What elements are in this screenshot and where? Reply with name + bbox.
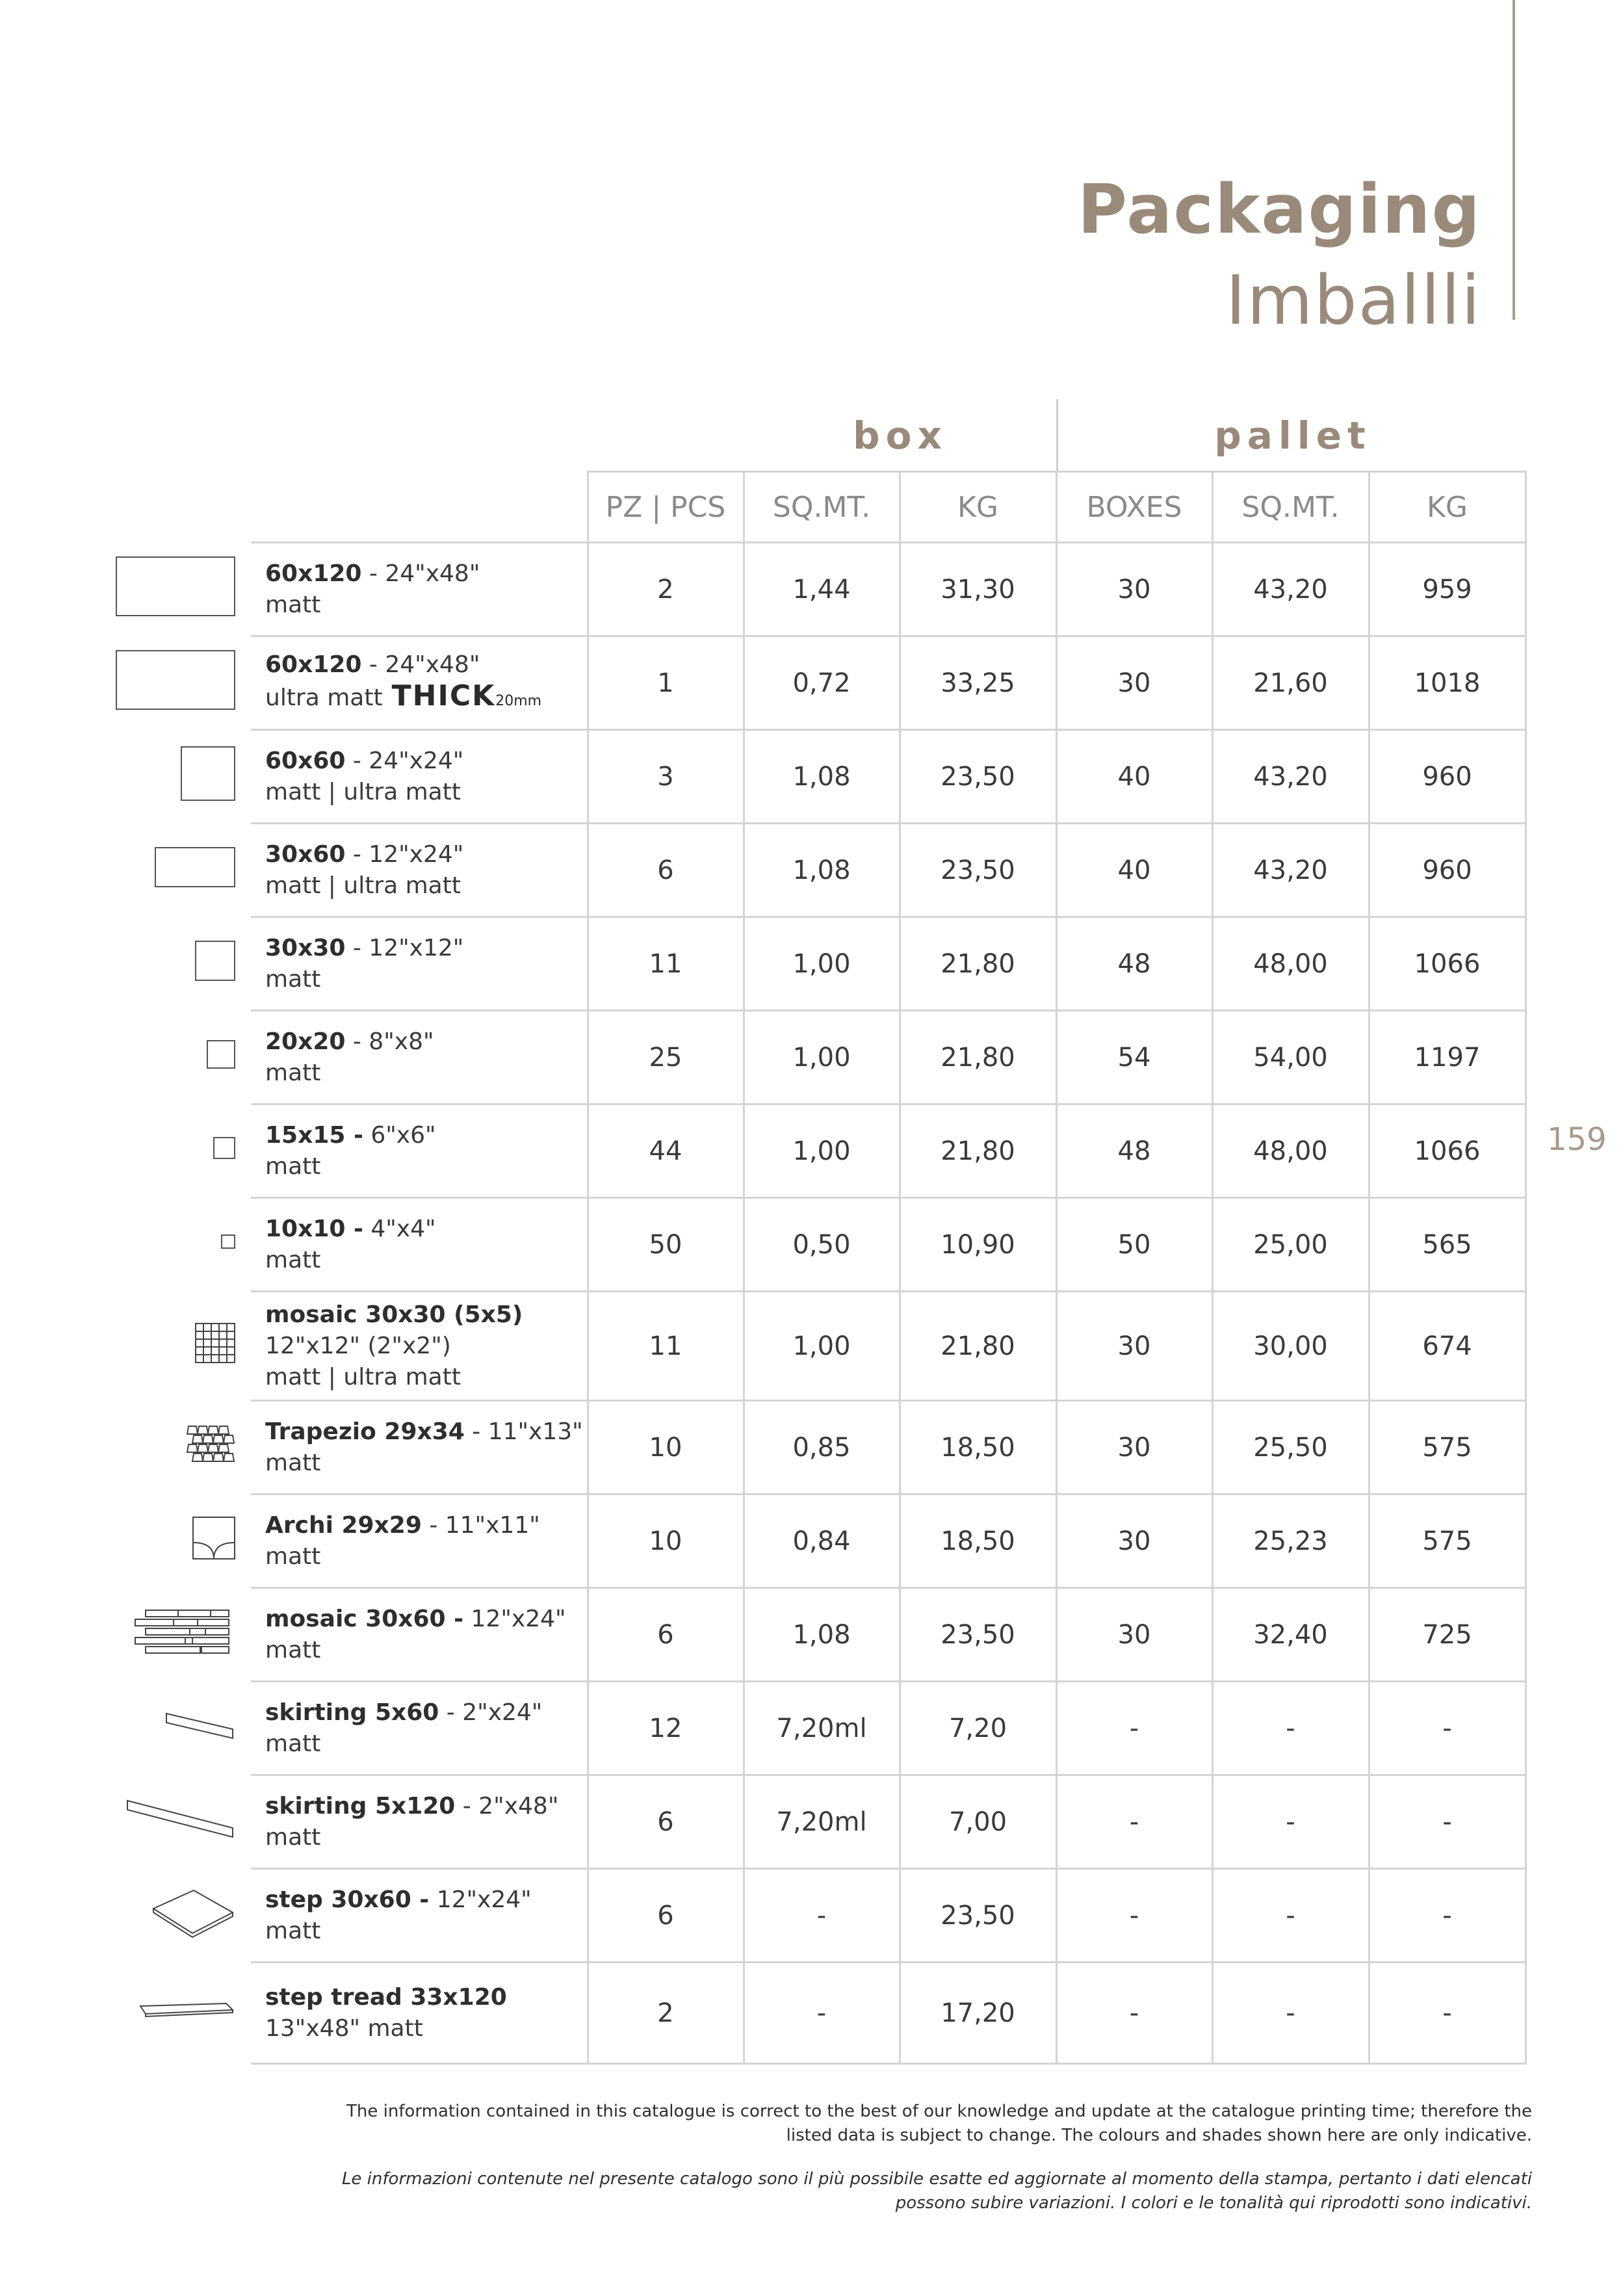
cell-pallet-kg: 959: [1369, 543, 1526, 636]
table-row: [251, 1292, 1526, 1401]
table-row: [251, 543, 1526, 636]
rect-large-icon: [116, 650, 235, 710]
product-finish: matt: [265, 965, 321, 993]
cell-box-sqmt: -: [744, 1963, 900, 2064]
disclaimer-it: Le informazioni contenute nel presente catalogo sono il più possibile esatte ed aggiornate al momento della stampa, pertanto i dati elencati possono subire variazioni. I colori e le tonalità qui riprodotti sono indicativi.: [341, 2169, 1532, 2213]
product-name: [251, 543, 588, 636]
product-name: [251, 917, 588, 1011]
cell-boxes: -: [1056, 1963, 1212, 2064]
product-finish: matt: [265, 591, 321, 618]
cell-boxes: -: [1056, 1775, 1212, 1869]
cell-pallet-sqmt: 43,20: [1212, 543, 1369, 636]
table-row: [251, 1682, 1526, 1775]
cell-pcs: 11: [588, 1292, 744, 1401]
mosaic-grid-icon: [195, 1323, 235, 1363]
product-name: [251, 1494, 588, 1588]
cell-pallet-sqmt: 54,00: [1212, 1011, 1369, 1104]
product-name: [251, 1588, 588, 1682]
archi-icon: [192, 1517, 235, 1559]
cell-pcs: 25: [588, 1011, 744, 1104]
product-size-inch: - 24"x48": [361, 560, 480, 587]
cell-pcs: 11: [588, 917, 744, 1011]
cell-box-sqmt: 7,20ml: [744, 1775, 900, 1869]
cell-pallet-sqmt: 43,20: [1212, 824, 1369, 917]
group-box: box: [853, 413, 948, 458]
product-size: 30x60: [265, 841, 346, 868]
cell-box-kg: 23,50: [900, 824, 1056, 917]
cell-box-kg: 21,80: [900, 917, 1056, 1011]
cell-pallet-sqmt: -: [1212, 1963, 1369, 2064]
cell-pallet-kg: 725: [1369, 1588, 1526, 1682]
product-finish: matt: [265, 1730, 321, 1757]
product-name: [251, 1401, 588, 1494]
header-rule: [1513, 0, 1515, 320]
packaging-table: [251, 471, 1527, 2065]
col-header-box-sqmt: SQ.MT.: [744, 472, 900, 543]
product-size-inch: 6"x6": [363, 1121, 436, 1149]
product-size: 60x60: [265, 747, 346, 774]
cell-box-sqmt: 1,00: [744, 1292, 900, 1401]
product-size: Archi 29x29: [265, 1511, 422, 1539]
cell-pcs: 12: [588, 1682, 744, 1775]
cell-pallet-kg: -: [1369, 1775, 1526, 1869]
product-finish: matt: [265, 1823, 321, 1851]
table-row: [251, 917, 1526, 1011]
square-xsmall-icon: [213, 1137, 235, 1159]
product-finish-2: matt | ultra matt: [265, 1363, 461, 1390]
product-size-inch: - 2"x48": [455, 1792, 559, 1820]
product-size-inch: - 12"x24": [345, 841, 464, 868]
cell-pcs: 6: [588, 1869, 744, 1963]
cell-box-kg: 23,50: [900, 1588, 1056, 1682]
cell-pcs: 10: [588, 1401, 744, 1494]
product-size-inch: - 24"x48": [361, 651, 480, 678]
product-size: skirting 5x60: [265, 1699, 439, 1726]
rect-large-icon: [116, 556, 235, 616]
cell-box-kg: 18,50: [900, 1494, 1056, 1588]
col-header-pallet-kg: KG: [1369, 472, 1526, 543]
product-finish: 12"x12" (2"x2"): [265, 1332, 451, 1359]
header-row: [251, 472, 1526, 543]
cell-pallet-sqmt: 48,00: [1212, 1104, 1369, 1198]
table-row: [251, 1011, 1526, 1104]
cell-pcs: 2: [588, 1963, 744, 2064]
product-size: Trapezio 29x34: [265, 1418, 465, 1445]
product-finish: matt: [265, 1917, 321, 1944]
cell-boxes: 30: [1056, 1588, 1212, 1682]
table-row: [251, 1401, 1526, 1494]
cell-boxes: 30: [1056, 1292, 1212, 1401]
product-finish: matt: [265, 1153, 321, 1180]
cell-pallet-sqmt: 48,00: [1212, 917, 1369, 1011]
table-row: [251, 1494, 1526, 1588]
cell-pallet-sqmt: 30,00: [1212, 1292, 1369, 1401]
product-name: [251, 824, 588, 917]
cell-boxes: 30: [1056, 1494, 1212, 1588]
cell-pallet-kg: 575: [1369, 1494, 1526, 1588]
product-size: 30x30: [265, 934, 346, 961]
cell-box-kg: 7,00: [900, 1775, 1056, 1869]
square-medium-icon: [195, 941, 235, 981]
disclaimer: [297, 2100, 1532, 2235]
cell-box-sqmt: 1,00: [744, 917, 900, 1011]
product-size-inch: 12"x24": [429, 1886, 532, 1913]
cell-box-sqmt: 1,08: [744, 824, 900, 917]
cell-boxes: -: [1056, 1682, 1212, 1775]
table-row: [251, 636, 1526, 730]
cell-pallet-kg: 960: [1369, 824, 1526, 917]
cell-pallet-sqmt: 21,60: [1212, 636, 1369, 730]
skirting-long-icon: [125, 1797, 235, 1841]
page-subtitle: Imballli: [1225, 261, 1481, 340]
table-row: [251, 824, 1526, 917]
cell-box-sqmt: 1,44: [744, 543, 900, 636]
skirting-short-icon: [164, 1710, 235, 1741]
square-small-icon: [207, 1040, 235, 1069]
product-finish: matt: [265, 1543, 321, 1570]
cell-box-kg: 31,30: [900, 543, 1056, 636]
page-number: 159: [1547, 1121, 1607, 1158]
step-tread-icon: [138, 1997, 235, 2023]
cell-box-sqmt: 1,08: [744, 730, 900, 824]
cell-box-sqmt: 1,08: [744, 1588, 900, 1682]
col-header-box-kg: KG: [900, 472, 1056, 543]
cell-box-kg: 33,25: [900, 636, 1056, 730]
cell-pallet-kg: 1066: [1369, 1104, 1526, 1198]
cell-boxes: 30: [1056, 636, 1212, 730]
cell-pallet-sqmt: -: [1212, 1682, 1369, 1775]
col-header-pallet-sqmt: SQ.MT.: [1212, 472, 1369, 543]
cell-pallet-sqmt: 25,50: [1212, 1401, 1369, 1494]
cell-pcs: 3: [588, 730, 744, 824]
table-row: [251, 1588, 1526, 1682]
cell-box-sqmt: 0,85: [744, 1401, 900, 1494]
cell-pcs: 50: [588, 1198, 744, 1292]
product-name: [251, 1775, 588, 1869]
cell-boxes: 48: [1056, 917, 1212, 1011]
cell-pallet-kg: 1197: [1369, 1011, 1526, 1104]
cell-box-kg: 17,20: [900, 1963, 1056, 2064]
product-finish: matt | ultra matt: [265, 778, 461, 805]
cell-pcs: 2: [588, 543, 744, 636]
cell-box-kg: 7,20: [900, 1682, 1056, 1775]
cell-pallet-kg: 1066: [1369, 917, 1526, 1011]
cell-boxes: 48: [1056, 1104, 1212, 1198]
square-large-icon: [181, 746, 235, 801]
group-pallet: pallet: [1214, 413, 1371, 458]
product-finish: matt: [265, 1246, 321, 1273]
cell-pallet-sqmt: -: [1212, 1775, 1369, 1869]
product-size-inch: - 8"x8": [345, 1028, 434, 1055]
header-blank: [251, 472, 588, 543]
cell-box-kg: 21,80: [900, 1292, 1056, 1401]
rect-medium-icon: [155, 847, 235, 887]
cell-boxes: 40: [1056, 824, 1212, 917]
product-size: 60x120: [265, 560, 362, 587]
cell-pcs: 6: [588, 824, 744, 917]
cell-pcs: 1: [588, 636, 744, 730]
product-name: [251, 1104, 588, 1198]
cell-box-sqmt: -: [744, 1869, 900, 1963]
cell-pallet-kg: 575: [1369, 1401, 1526, 1494]
cell-pcs: 10: [588, 1494, 744, 1588]
cell-pallet-kg: -: [1369, 1963, 1526, 2064]
product-finish: matt: [265, 1636, 321, 1663]
cell-pallet-kg: 960: [1369, 730, 1526, 824]
square-tiny-icon: [221, 1234, 235, 1249]
product-finish: matt: [265, 1449, 321, 1476]
cell-box-kg: 21,80: [900, 1104, 1056, 1198]
page-title: Packaging: [1077, 170, 1481, 249]
product-name: [251, 1011, 588, 1104]
col-header-pcs: PZ | PCS: [588, 472, 744, 543]
cell-boxes: 40: [1056, 730, 1212, 824]
cell-boxes: 50: [1056, 1198, 1212, 1292]
cell-box-sqmt: 0,50: [744, 1198, 900, 1292]
table-row: [251, 1104, 1526, 1198]
cell-pallet-kg: 1018: [1369, 636, 1526, 730]
product-size: 20x20: [265, 1028, 346, 1055]
product-finish: matt | ultra matt: [265, 872, 461, 899]
cell-pallet-sqmt: 25,00: [1212, 1198, 1369, 1292]
table-row: [251, 1869, 1526, 1963]
cell-pallet-kg: -: [1369, 1869, 1526, 1963]
step-icon: [151, 1886, 235, 1938]
cell-boxes: 30: [1056, 1401, 1212, 1494]
col-header-boxes: BOXES: [1056, 472, 1212, 543]
cell-box-sqmt: 7,20ml: [744, 1682, 900, 1775]
cell-pallet-kg: 674: [1369, 1292, 1526, 1401]
cell-boxes: 30: [1056, 543, 1212, 636]
cell-box-sqmt: 0,72: [744, 636, 900, 730]
group-divider: [1056, 399, 1058, 471]
product-size-inch: - 11"x13": [464, 1418, 583, 1445]
cell-box-sqmt: 1,00: [744, 1011, 900, 1104]
cell-pallet-sqmt: 43,20: [1212, 730, 1369, 824]
thick-badge: THICK20mm: [391, 679, 542, 712]
product-size: 15x15 -: [265, 1121, 363, 1149]
product-size-inch: 4"x4": [363, 1215, 436, 1242]
cell-boxes: 54: [1056, 1011, 1212, 1104]
table-row: [251, 1963, 1526, 2064]
cell-pcs: 6: [588, 1588, 744, 1682]
cell-box-kg: 23,50: [900, 1869, 1056, 1963]
product-name: [251, 1198, 588, 1292]
product-finish: 13"x48" matt: [265, 2015, 423, 2042]
product-size-inch: - 2"x24": [439, 1699, 543, 1726]
cell-pallet-sqmt: -: [1212, 1869, 1369, 1963]
product-name: [251, 1682, 588, 1775]
cell-box-kg: 10,90: [900, 1198, 1056, 1292]
product-size: step tread 33x120: [265, 1983, 507, 2011]
product-size: mosaic 30x30 (5x5): [265, 1301, 523, 1328]
cell-box-kg: 23,50: [900, 730, 1056, 824]
cell-box-kg: 21,80: [900, 1011, 1056, 1104]
cell-pallet-kg: -: [1369, 1682, 1526, 1775]
product-name: [251, 730, 588, 824]
product-size-inch: 12"x24": [463, 1605, 566, 1632]
cell-box-sqmt: 1,00: [744, 1104, 900, 1198]
product-size: mosaic 30x60 -: [265, 1605, 464, 1632]
cell-pcs: 6: [588, 1775, 744, 1869]
cell-boxes: -: [1056, 1869, 1212, 1963]
table-row: [251, 730, 1526, 824]
product-name: [251, 1869, 588, 1963]
product-size: skirting 5x120: [265, 1792, 456, 1820]
cell-box-sqmt: 0,84: [744, 1494, 900, 1588]
cell-pallet-sqmt: 25,23: [1212, 1494, 1369, 1588]
cell-pallet-kg: 565: [1369, 1198, 1526, 1292]
mosaic-strips-icon: [131, 1608, 235, 1656]
product-name: [251, 1292, 588, 1401]
product-size: 10x10 -: [265, 1215, 363, 1242]
product-size-inch: - 12"x12": [345, 934, 464, 961]
product-finish: ultra matt: [265, 684, 383, 711]
table-row: [251, 1775, 1526, 1869]
product-size-inch: - 11"x11": [421, 1511, 540, 1539]
product-name: [251, 1963, 588, 2064]
product-finish: matt: [265, 1059, 321, 1086]
product-name: [251, 636, 588, 730]
cell-box-kg: 18,50: [900, 1401, 1056, 1494]
product-size: step 30x60 -: [265, 1886, 430, 1913]
cell-pcs: 44: [588, 1104, 744, 1198]
disclaimer-en: The information contained in this catalogue is correct to the best of our knowledge and update at the catalogue printing time; therefore the listed data is subject to change. The colours and shades shown here are only indicative.: [346, 2102, 1532, 2145]
table-row: [251, 1198, 1526, 1292]
product-size-inch: - 24"x24": [345, 747, 464, 774]
cell-pallet-sqmt: 32,40: [1212, 1588, 1369, 1682]
product-size: 60x120: [265, 651, 362, 678]
trapezio-icon: [186, 1425, 235, 1464]
